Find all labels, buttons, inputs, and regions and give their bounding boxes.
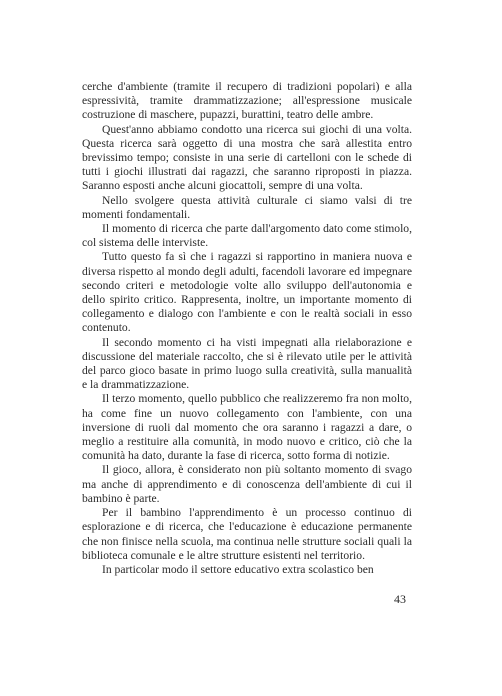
paragraph-6: Il secondo momento ci ha visti impegnati alla rielaborazione e discussione del materiale raccolto, che si è rilevato utile per le attività del parco gioco basate in primo luogo sulla creatività, sulla manualità e la drammatizzazione.: [82, 335, 412, 392]
paragraph-5: Tutto questo fa sì che i ragazzi si rapportino in maniera nuova e diversa rispetto al mondo degli adulti, facendoli lavorare ed impegnare secondo criteri e metodologie volte allo sviluppo dell'autonomia e dello spirito critico. Rappresenta, inoltre, un importante momento di collegamento e dialogo con l'ambiente e con le realtà sociali in esso contenuto.: [82, 250, 412, 335]
paragraph-1: cerche d'ambiente (tramite il recupero di tradizioni popolari) e alla espressività, tramite drammatizzazione; all'espressione musicale costruzione di maschere, pupazzi, burattini, teatro delle ambre.: [82, 80, 412, 122]
paragraph-9: Per il bambino l'apprendimento è un processo continuo di esplorazione e di ricerca, che l'educazione è educazione permanente che non finisce nella scuola, ma continua nelle strutture sociali quali la biblioteca comunale e le altre strutture esistenti nel territorio.: [82, 506, 412, 562]
paragraph-7: Il terzo momento, quello pubblico che realizzeremo fra non molto, ha come fine un nuovo collegamento con l'ambiente, con una inversione di ruoli dal momento che ora saranno i ragazzi a dare, o meglio a restituire alla comunità, in modo nuovo e critico, ciò che la comunità ha dato, durante la fase di ricerca, sotto forma di notizie.: [82, 392, 412, 463]
paragraph-8: Il gioco, allora, è considerato non più soltanto momento di svago ma anche di apprendimento e di conoscenza dell'ambiente di cui il bambino è parte.: [82, 463, 412, 505]
paragraph-4: Il momento di ricerca che parte dall'argomento dato come stimolo, col sistema delle interviste.: [82, 222, 412, 250]
paragraph-3: Nello svolgere questa attività culturale ci siamo valsi di tre momenti fondamentali.: [82, 193, 412, 221]
paragraph-10: In particolar modo il settore educativo extra scolastico ben: [102, 562, 374, 576]
page-body: [82, 80, 412, 577]
page-number: 43: [394, 592, 406, 606]
paragraph-2: Quest'anno abbiamo condotto una ricerca sui giochi di una volta. Questa ricerca sarà oggetto di una mostra che sarà allestita entro brevissimo tempo; consiste in una serie di cartelloni con le schede di tutti i giochi illustrati dai ragazzi, che saranno riproposti in piazza. Saranno esposti anche alcuni giocattoli, sempre di una volta.: [82, 122, 412, 193]
